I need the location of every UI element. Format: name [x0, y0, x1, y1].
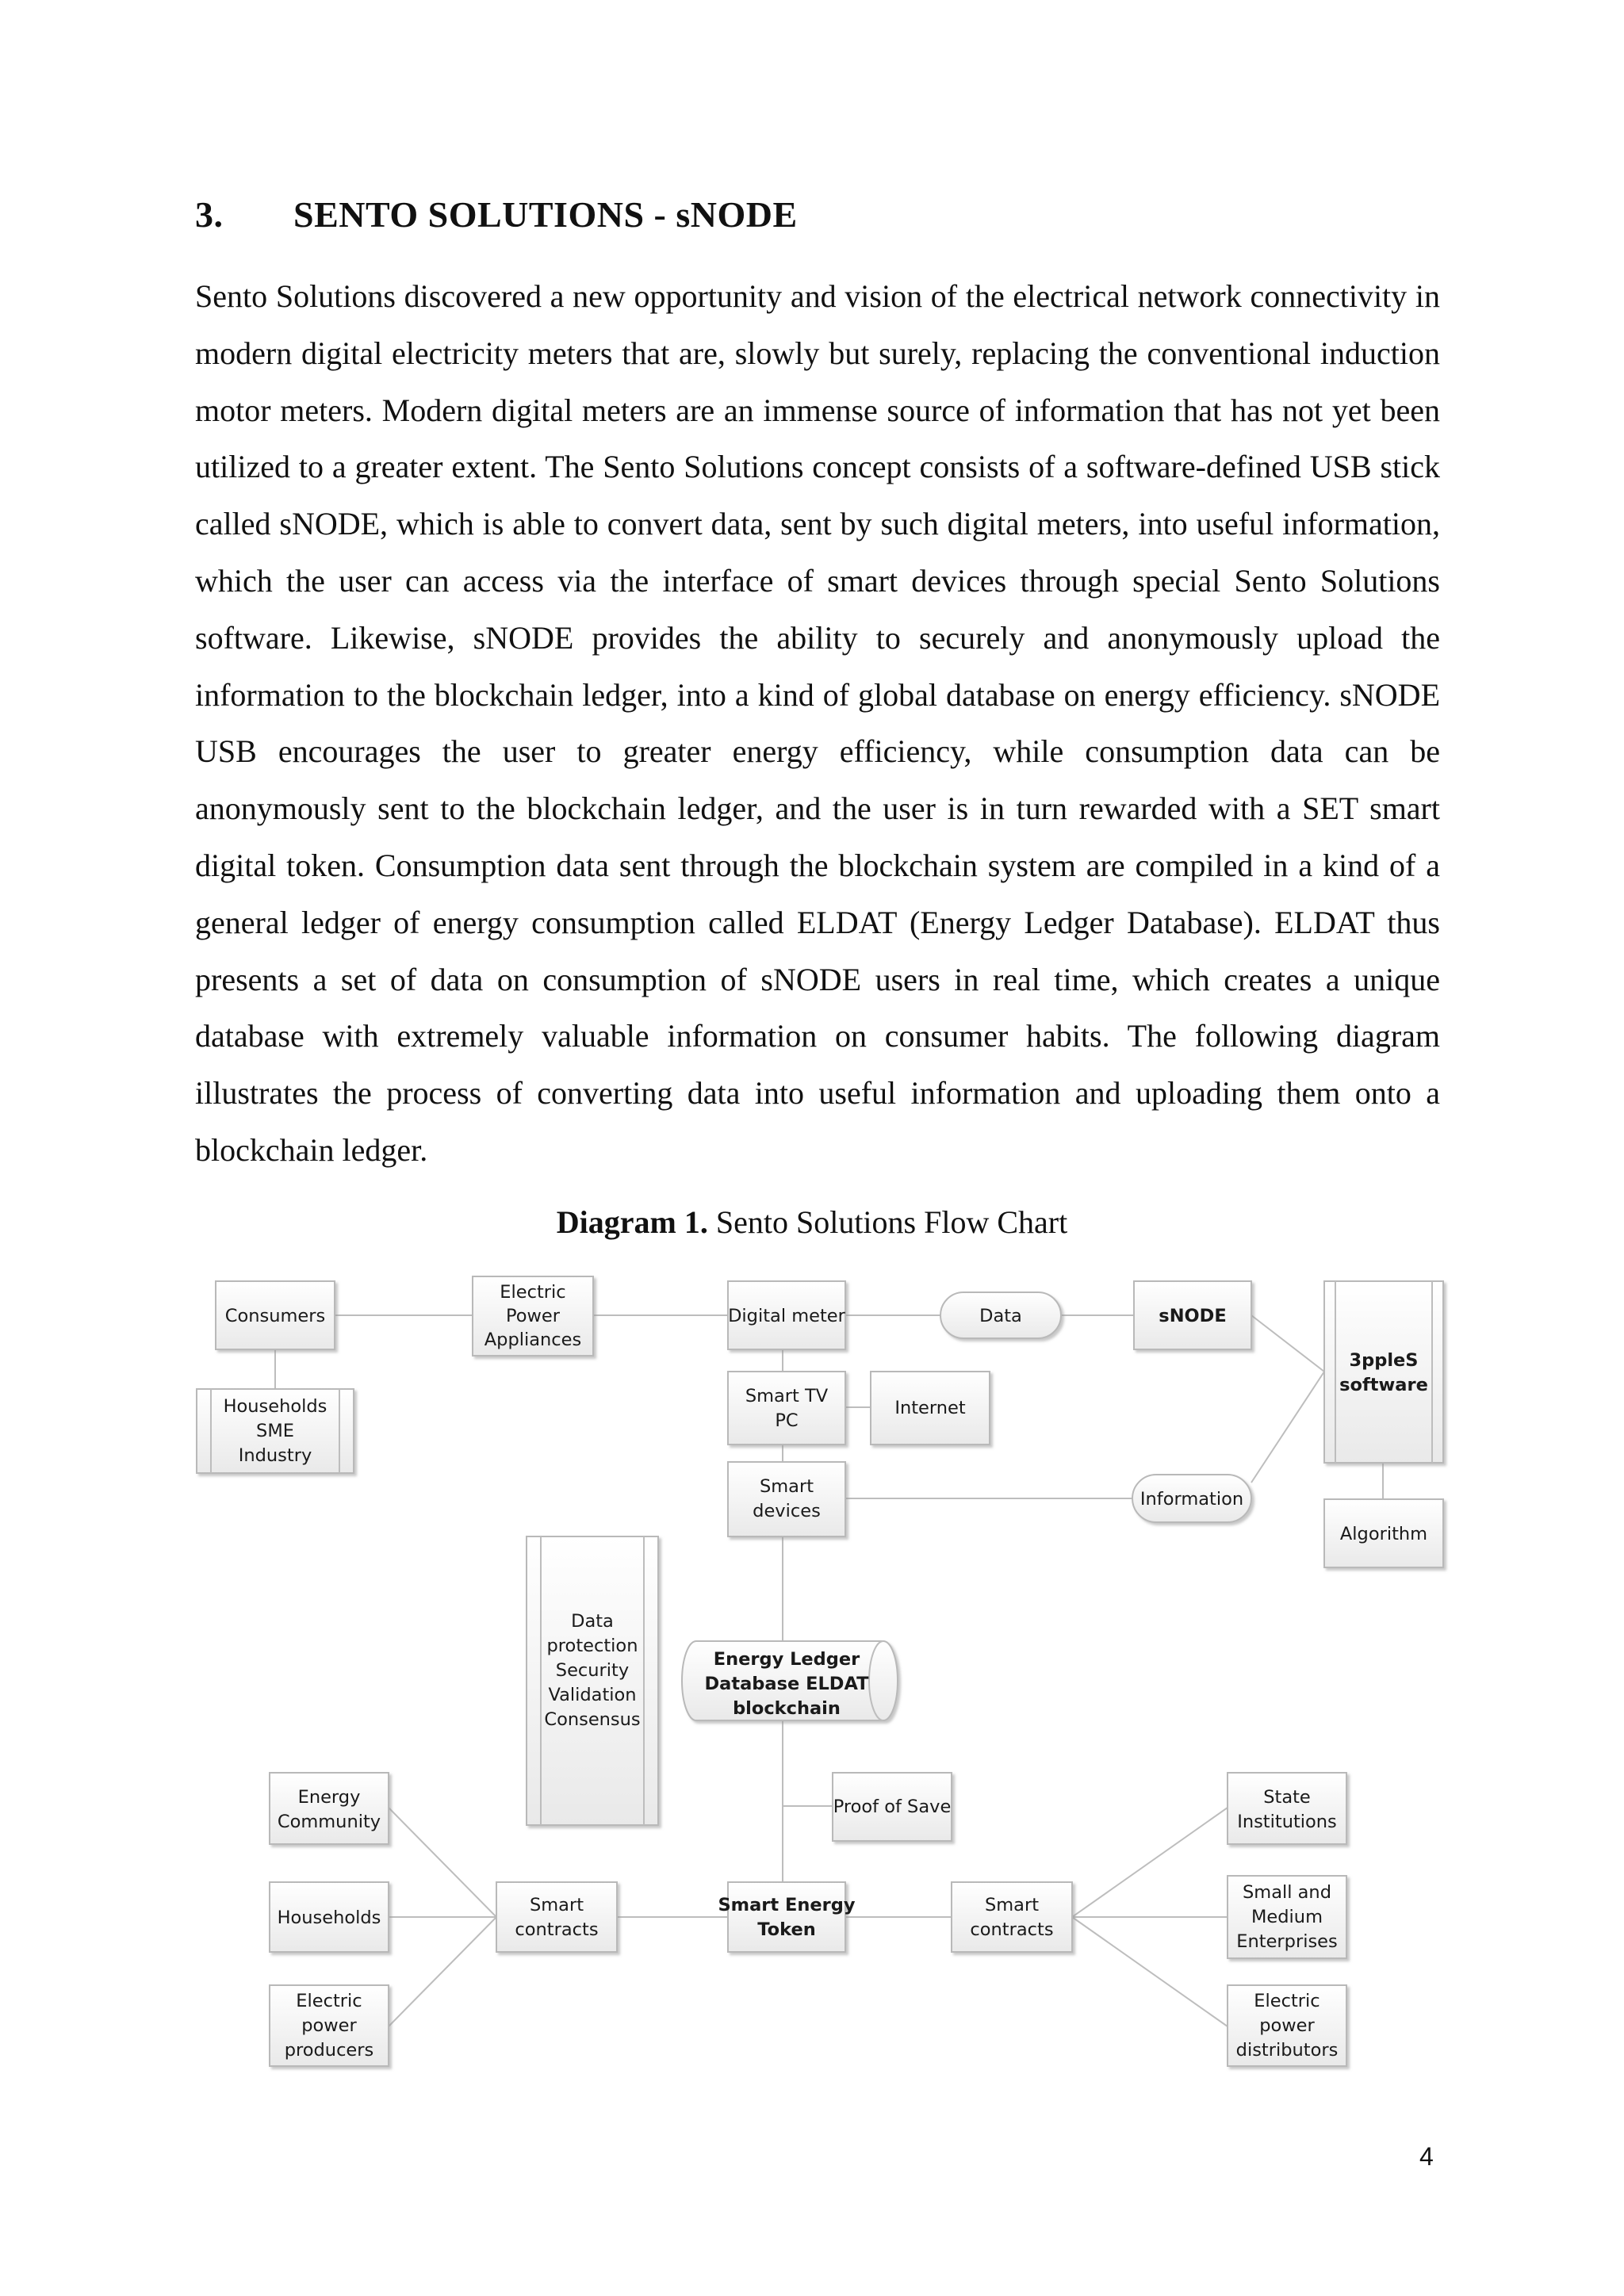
svg-text:Small and: Small and	[1243, 1882, 1331, 1903]
svg-text:Security: Security	[555, 1660, 630, 1681]
svg-text:Households: Households	[223, 1396, 327, 1417]
households-sme-industry-node	[197, 1389, 354, 1473]
svg-text:Data: Data	[571, 1611, 614, 1632]
data-protection-node	[527, 1536, 658, 1825]
proof-of-save-node	[833, 1773, 952, 1841]
svg-text:Smart: Smart	[759, 1476, 814, 1497]
svg-text:devices: devices	[753, 1501, 821, 1521]
svg-text:Electric: Electric	[500, 1282, 566, 1303]
svg-text:Consensus: Consensus	[544, 1709, 641, 1730]
svg-text:PC: PC	[775, 1410, 799, 1431]
svg-text:software: software	[1339, 1375, 1428, 1395]
electric-power-appliances-node	[473, 1276, 593, 1356]
svg-text:Households: Households	[277, 1908, 381, 1928]
caption-text: Sento Solutions Flow Chart	[715, 1204, 1068, 1240]
smart-tv-pc-node	[728, 1372, 845, 1445]
svg-text:contracts: contracts	[515, 1919, 599, 1940]
svg-text:Data: Data	[979, 1306, 1022, 1326]
caption-label: Diagram 1.	[556, 1204, 708, 1240]
state-institutions-node	[1228, 1773, 1346, 1844]
electric-power-distributors-node	[1228, 1985, 1346, 2066]
svg-text:protection: protection	[546, 1636, 638, 1656]
electric-power-producers-node	[270, 1985, 389, 2066]
svg-text:blockchain: blockchain	[733, 1698, 841, 1719]
smart-contracts-right-node	[952, 1882, 1072, 1952]
page-number: 4	[1419, 2142, 1434, 2171]
svg-text:Power: Power	[505, 1306, 561, 1326]
svg-text:Energy: Energy	[297, 1787, 361, 1808]
svg-text:Community: Community	[277, 1812, 381, 1832]
section-number: 3.	[195, 194, 224, 235]
svg-text:3ppleS: 3ppleS	[1349, 1350, 1419, 1371]
software-node	[1324, 1281, 1443, 1463]
svg-text:State: State	[1263, 1787, 1311, 1808]
svg-text:Smart TV: Smart TV	[745, 1386, 829, 1406]
algorithm-node	[1324, 1499, 1443, 1567]
svg-text:Industry: Industry	[238, 1445, 312, 1466]
households-node	[270, 1882, 389, 1952]
svg-text:Algorithm: Algorithm	[1339, 1524, 1428, 1544]
svg-text:Proof of Save: Proof of Save	[833, 1797, 952, 1817]
svg-text:Electric: Electric	[1254, 1991, 1320, 2011]
consumers-node	[216, 1281, 335, 1349]
svg-text:Institutions: Institutions	[1237, 1812, 1337, 1832]
svg-text:Energy Ledger: Energy Ledger	[713, 1649, 860, 1670]
svg-text:Digital meter: Digital meter	[728, 1306, 845, 1326]
svg-text:SME: SME	[256, 1421, 294, 1441]
information-node	[1132, 1475, 1251, 1522]
section-title: SENTO SOLUTIONS - sNODE	[293, 194, 798, 235]
smart-devices-node	[728, 1462, 845, 1536]
svg-text:Smart: Smart	[984, 1895, 1040, 1915]
svg-text:Appliances: Appliances	[484, 1330, 582, 1350]
svg-text:Medium: Medium	[1251, 1907, 1323, 1927]
svg-text:power: power	[1259, 2015, 1315, 2036]
svg-text:Enterprises: Enterprises	[1236, 1931, 1338, 1952]
svg-text:contracts: contracts	[970, 1919, 1054, 1940]
svg-text:Smart Energy: Smart Energy	[718, 1895, 856, 1915]
small-medium-enterprises-node	[1228, 1876, 1346, 1958]
svg-text:Database ELDAT: Database ELDAT	[704, 1674, 869, 1694]
data-node	[940, 1292, 1061, 1338]
svg-text:power: power	[301, 2015, 357, 2036]
svg-text:distributors: distributors	[1235, 2040, 1339, 2061]
smart-energy-token-node	[718, 1882, 855, 1952]
snode-node	[1134, 1281, 1251, 1349]
digital-meter-node	[728, 1281, 846, 1349]
svg-text:Token: Token	[757, 1919, 816, 1940]
svg-text:sNODE: sNODE	[1159, 1306, 1227, 1326]
svg-text:Validation: Validation	[548, 1685, 637, 1705]
svg-text:Consumers: Consumers	[224, 1306, 326, 1326]
eldat-blockchain-node	[682, 1641, 898, 1720]
internet-node	[871, 1372, 990, 1445]
smart-contracts-left-node	[496, 1882, 617, 1952]
energy-community-node	[270, 1773, 389, 1844]
body-paragraph: Sento Solutions discovered a new opportunity and vision of the electrical network connectivity in modern digital electricity meters that are, slowly but surely, replacing the conventional induction motor meters. Modern digital meters are an immense source of information that has not yet been utilized to a greater extent. The Sento Solutions concept consists of a software-defined USB stick called sNODE, which is able to convert data, sent by such digital meters, into useful information, which the user can access via the interface of smart devices through special Sento Solutions software. Likewise, sNODE provides the ability to securely and anonymously upload the information to the blockchain ledger, into a kind of global database on energy efficiency. sNODE USB encourages the user to greater energy efficiency, while consumption data can be anonymously sent to the blockchain ledger, and the user is in turn rewarded with a SET smart digital token. Consumption data sent through the blockchain system are compiled in a kind of a general ledger of energy consumption called ELDAT (Energy Ledger Database). ELDAT thus presents a set of data on consumption of sNODE users in real time, which creates a unique database with extremely valuable information on consumer habits. The following diagram illustrates the process of converting data into useful information and uploading them onto a blockchain ledger.	[195, 278, 1440, 1168]
svg-text:Information: Information	[1139, 1489, 1244, 1510]
svg-text:Electric: Electric	[296, 1991, 362, 2011]
svg-text:producers: producers	[284, 2040, 374, 2061]
svg-text:Smart: Smart	[529, 1895, 584, 1915]
svg-text:Internet: Internet	[894, 1398, 966, 1418]
